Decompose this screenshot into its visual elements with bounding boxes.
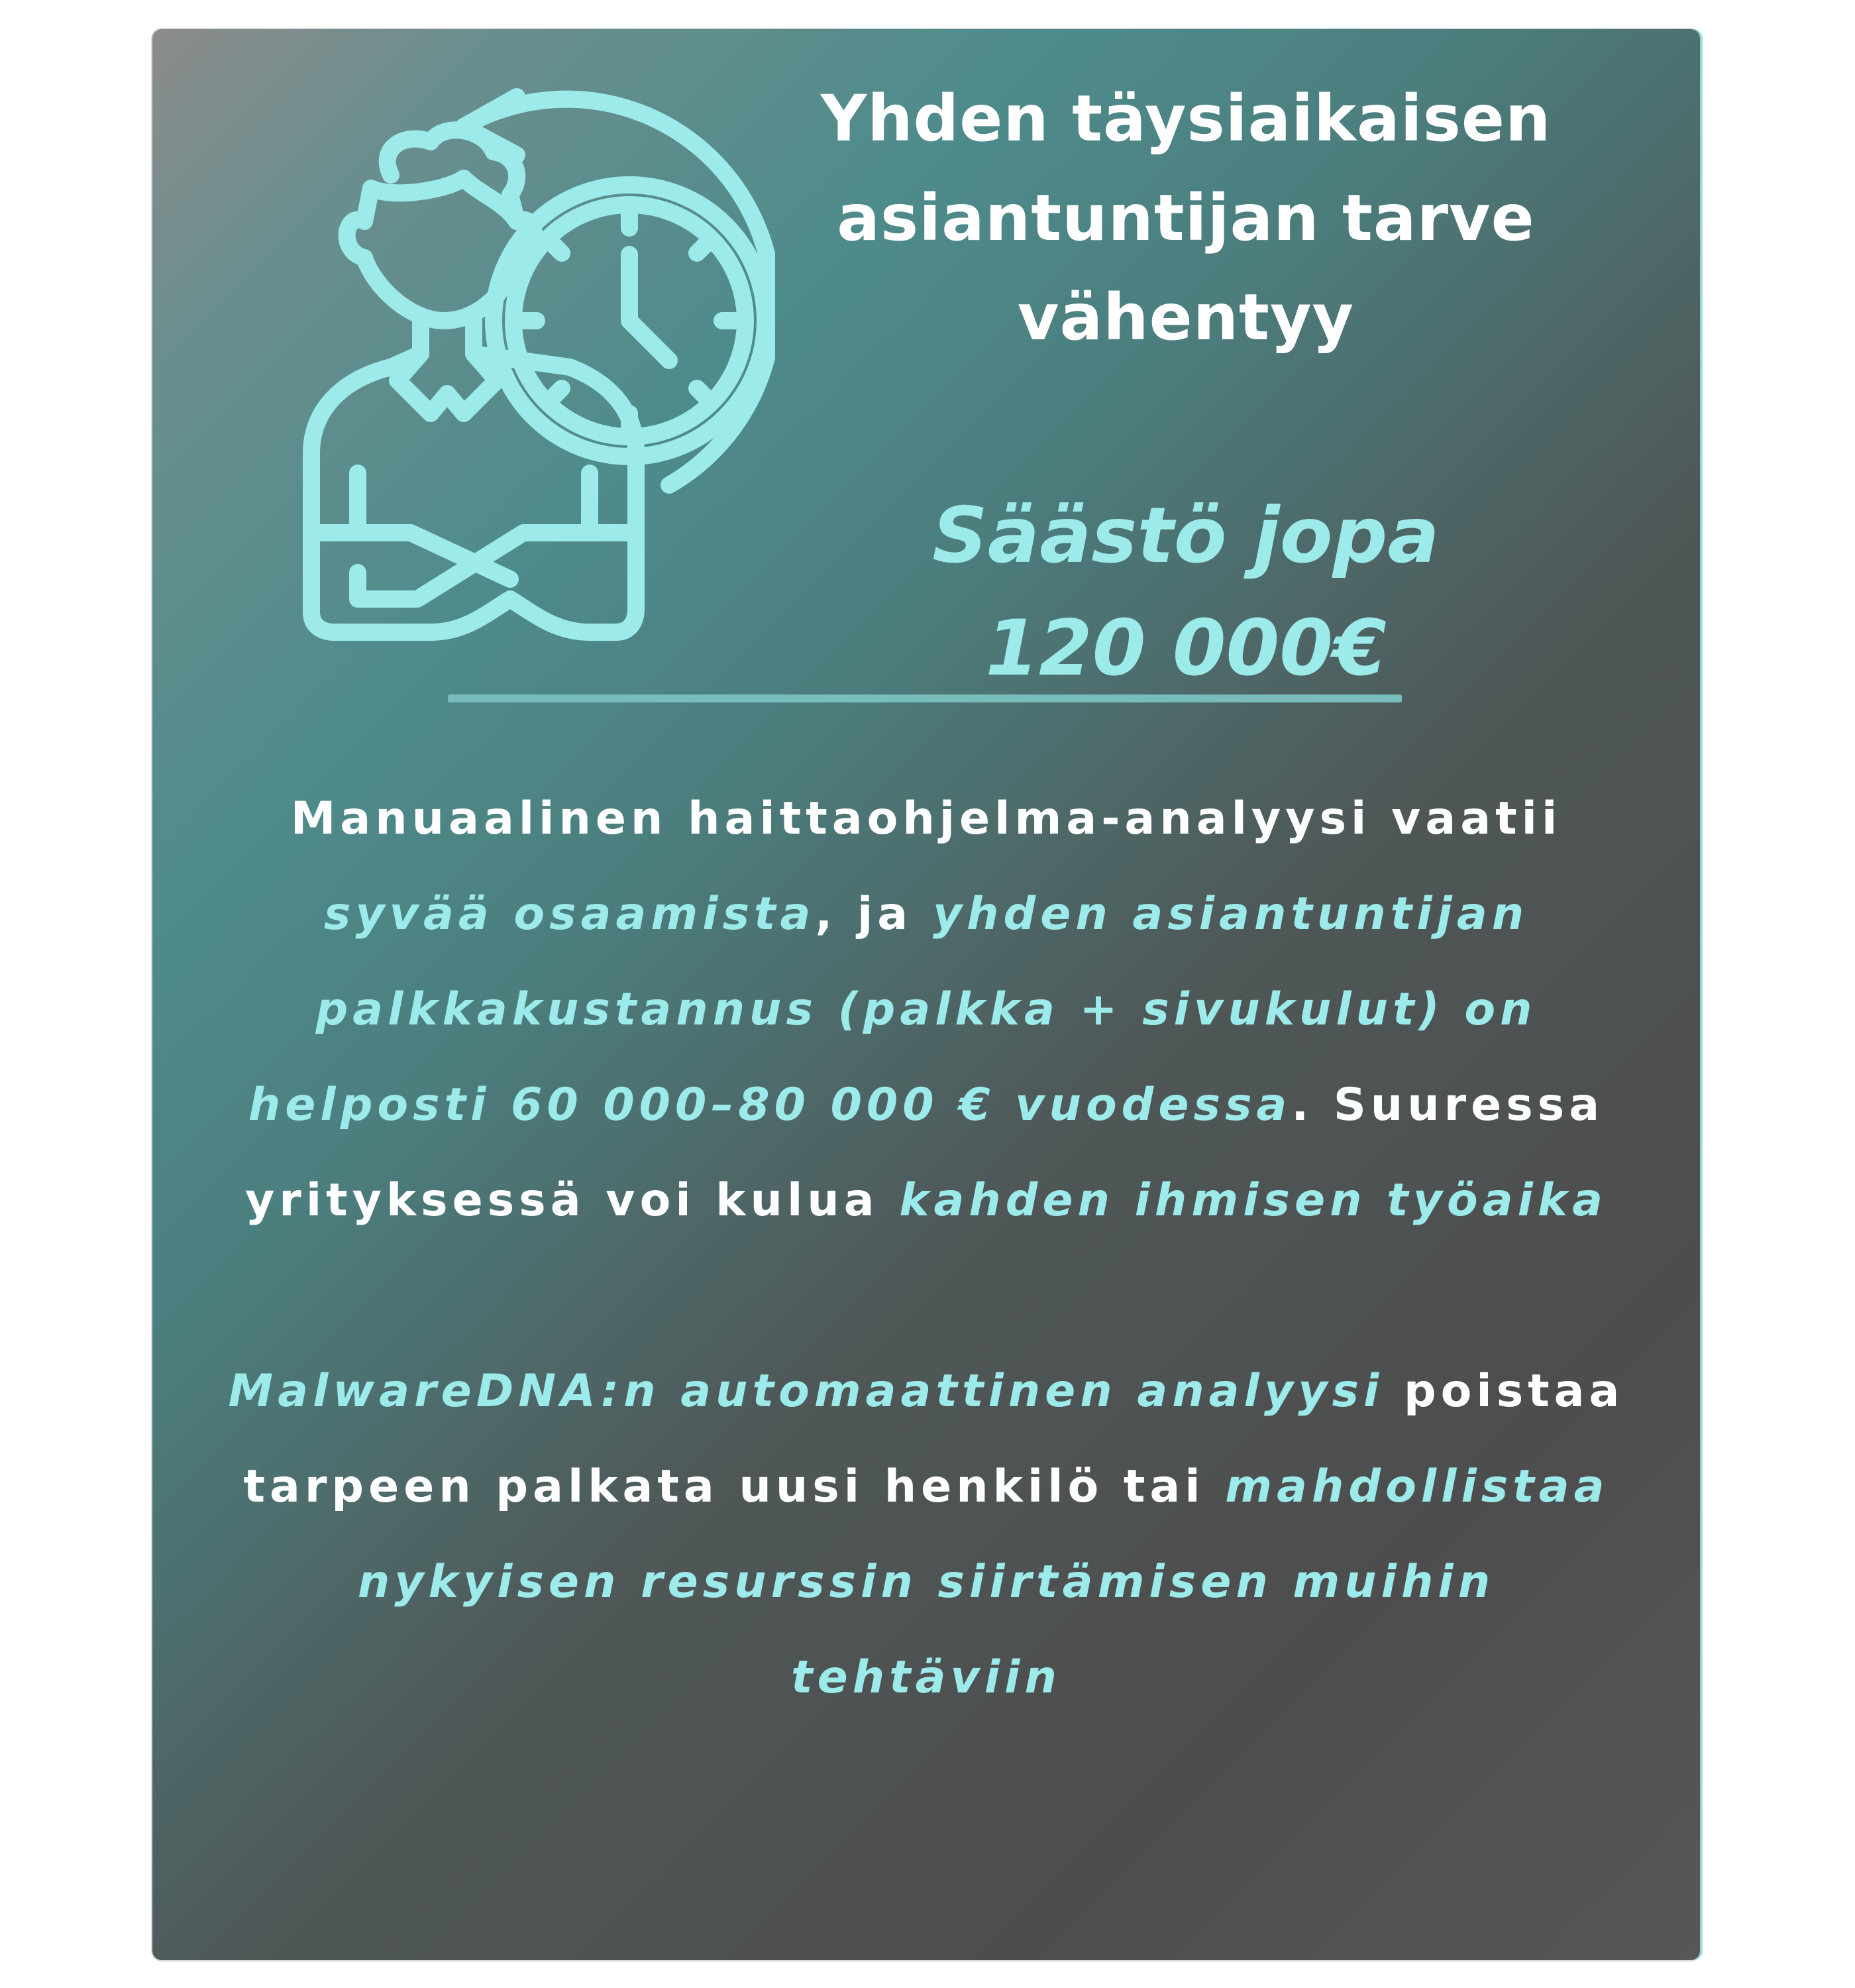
text-segment: . Suuressa yrityksessä voi kulua [244, 1079, 1605, 1227]
info-card [152, 29, 1700, 1960]
savings-highlight [822, 480, 1550, 705]
highlight-segment: kahden ihmisen työaika [899, 1174, 1608, 1227]
body-text [225, 771, 1627, 1726]
paragraph-cost [225, 771, 1627, 1248]
highlight-segment: mahdollistaa nykyisen resurssin siirtämisen muihin tehtäviin [357, 1461, 1609, 1704]
paragraph-solution [225, 1344, 1627, 1726]
savings-label: Säästö jopa [932, 491, 1440, 580]
text-segment: poistaa tarpeen palkata uusi henkilö tai [243, 1365, 1624, 1513]
text-segment: , ja [815, 888, 933, 940]
divider [448, 694, 1402, 702]
savings-amount: 120 000€ [985, 604, 1387, 693]
highlight-segment: syvää osaamista [323, 888, 816, 940]
person-clock-icon [245, 69, 775, 665]
highlight-segment: MalwareDNA:n automaattinen analyysi [228, 1365, 1384, 1417]
card-title: Yhden täysiaikaisen asiantuntijan tarve vähentyy [820, 82, 1552, 355]
highlight-segment: yhden asiantuntijan palkkakustannus (palkka + sivukulut) on helposti 60 000–80 000 € vuodessa [248, 888, 1537, 1131]
text-segment: Manuaalinen haittaohjelma-analyysi vaatii [290, 793, 1562, 845]
